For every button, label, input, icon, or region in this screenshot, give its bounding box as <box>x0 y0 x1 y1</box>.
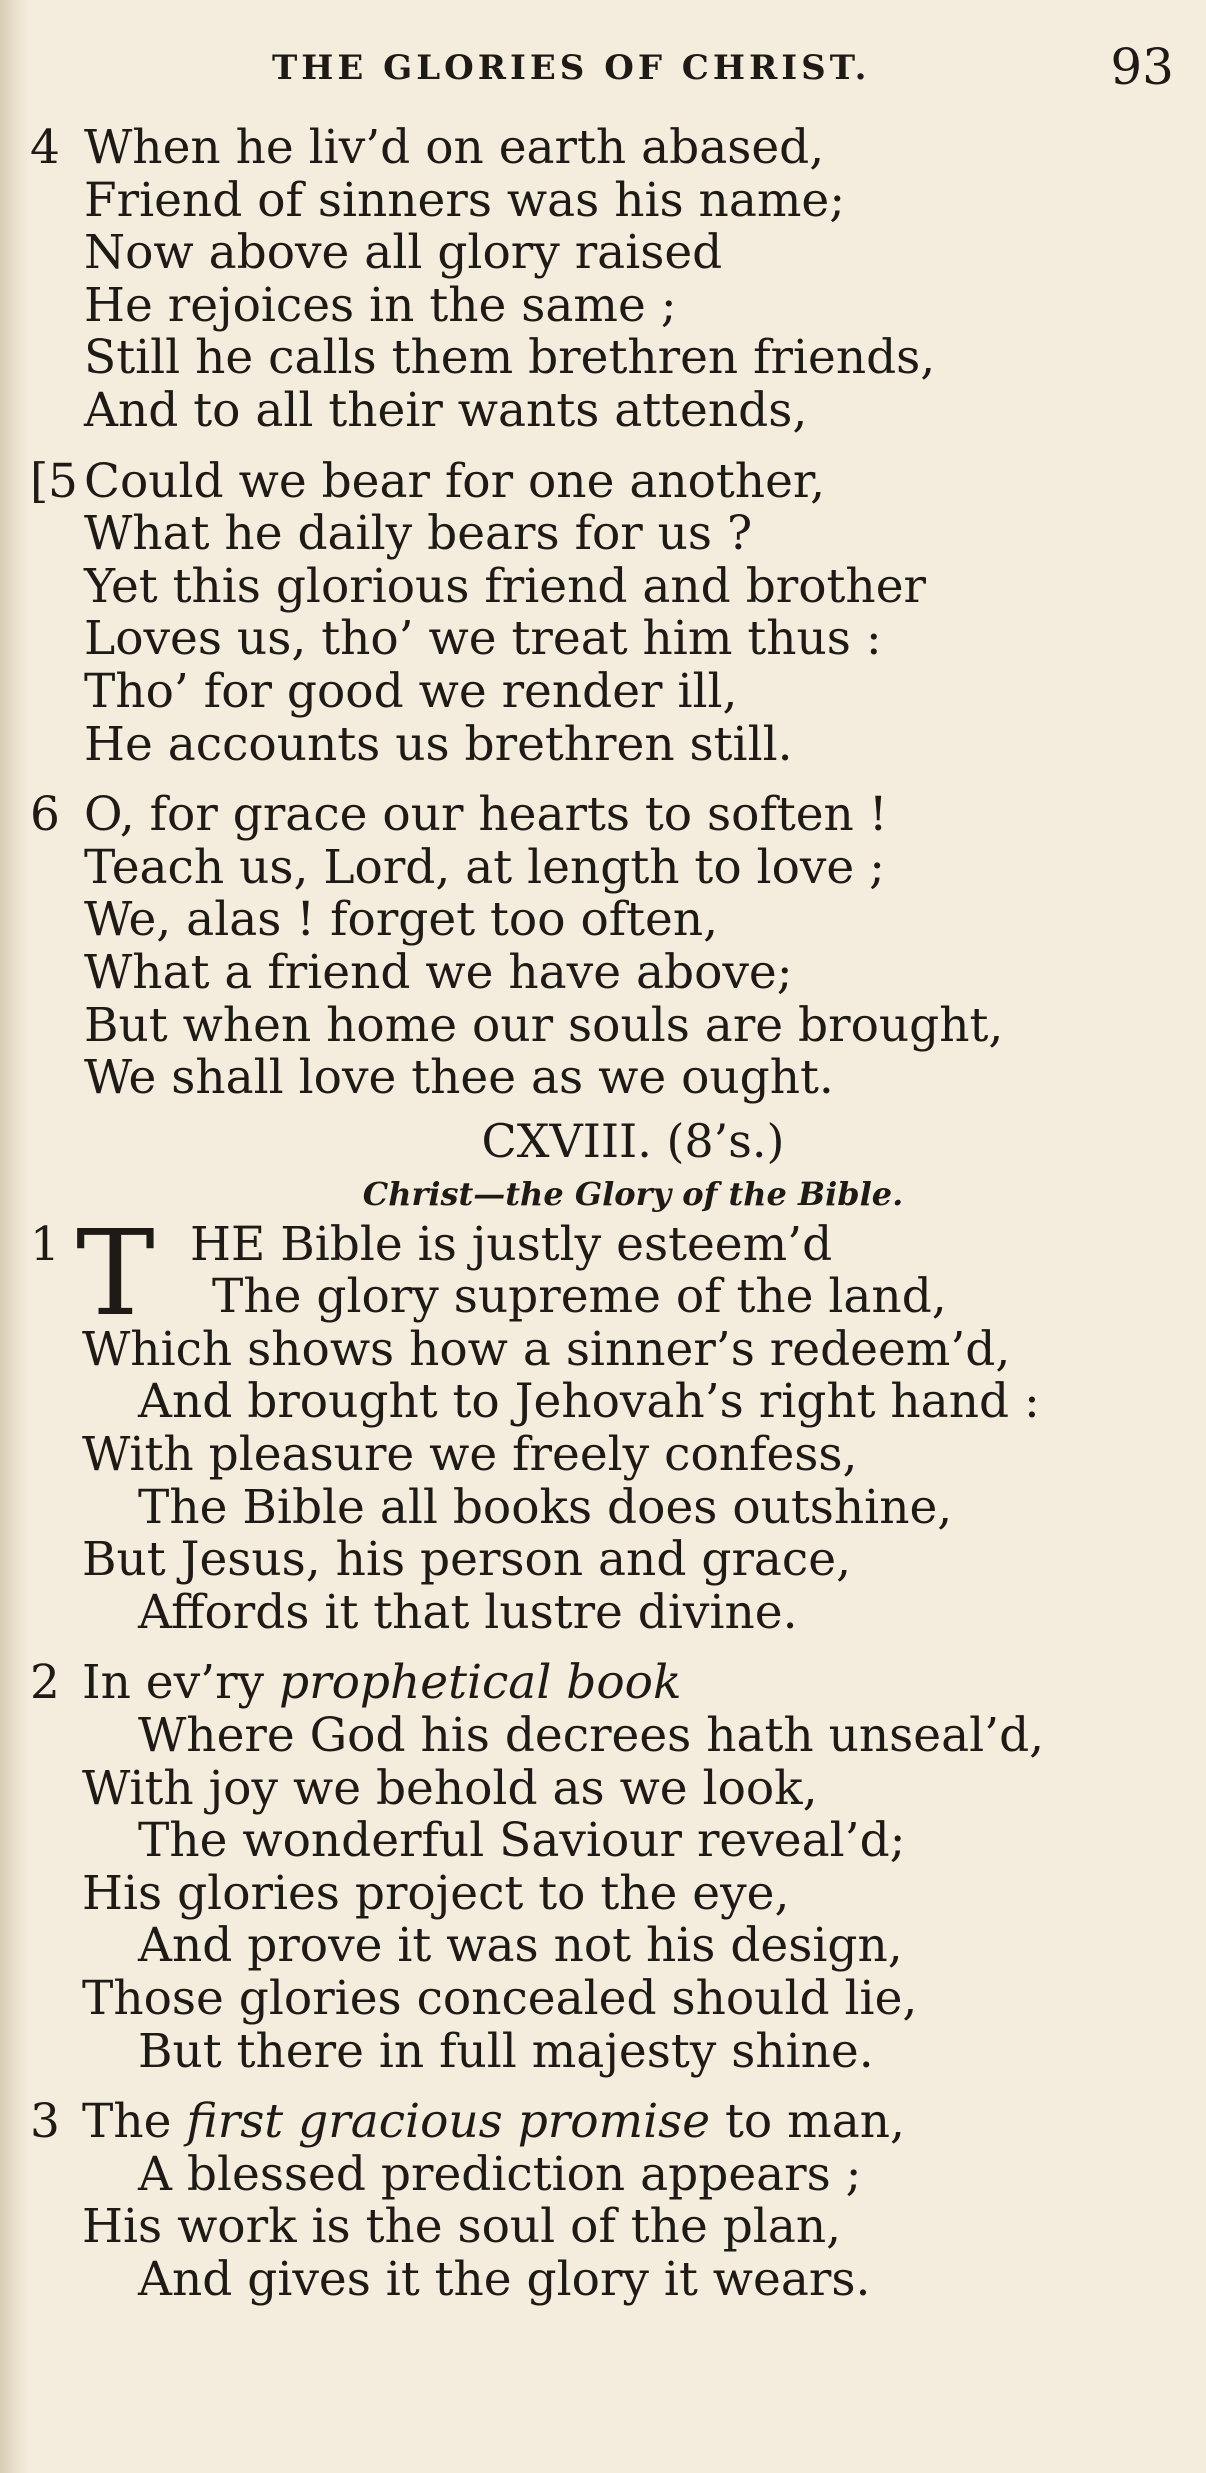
verse-number: 3 <box>30 2094 60 2150</box>
verse-line: Which shows how a sinner’s redeem’d, <box>82 1321 1011 1377</box>
verse-line: Teach us, Lord, at length to love ; <box>84 839 886 895</box>
running-title: THE GLORIES OF CHRIST. <box>272 48 871 88</box>
verse-line: His glories project to the eye, <box>82 1865 790 1921</box>
verse-line: We, alas ! forget too often, <box>84 892 719 948</box>
verse-number: 5 <box>48 453 78 509</box>
verse-line: Still he calls them brethren friends, <box>84 330 936 386</box>
drop-cap: T <box>76 1203 155 1342</box>
verse-3 <box>0 2096 1206 2306</box>
page-number: 93 <box>1110 38 1174 96</box>
verse-4 <box>0 122 1206 438</box>
verse-line: But there in full majesty shine. <box>138 2023 874 2079</box>
verse-line: He accounts us brethren still. <box>84 716 793 772</box>
verse-line: And to all their wants attends, <box>84 382 808 438</box>
verse-line: 6 O, for grace our hearts to soften ! <box>30 787 888 843</box>
verse-line: The wonderful Saviour reveal’d; <box>138 1813 906 1869</box>
verse-line: But Jesus, his person and grace, <box>82 1532 852 1588</box>
verse-line: Friend of sinners was his name; <box>84 172 846 228</box>
verse-line: 2 In ev’ry prophetical book <box>30 1655 682 1711</box>
verse-line: We shall love thee as we ought. <box>84 1050 834 1106</box>
verse-5 <box>0 453 1206 772</box>
verse-line: A blessed prediction appears ; <box>138 2146 862 2202</box>
verse-line: His work is the soul of the plan, <box>82 2199 842 2255</box>
verse-line: But when home our souls are brought, <box>84 997 1004 1053</box>
verse-line: Those glories concealed should lie, <box>82 1971 918 2026</box>
verse-number: 2 <box>30 1655 60 1711</box>
verse-line: With pleasure we freely confess, <box>82 1427 858 1483</box>
verse-line: He rejoices in the same ; <box>84 277 677 333</box>
verse-line: And gives it the glory it wears. <box>138 2251 871 2307</box>
hymn-title: CXVIII. (8’s.) <box>481 1113 785 1168</box>
verse-number: 1 <box>30 1216 60 1272</box>
verse-line: [ 5 Could we bear for one another, <box>30 453 826 509</box>
bracket-mark: [ <box>30 453 49 509</box>
verse-line: And prove it was not his design, <box>138 1918 903 1974</box>
verse-line: What he daily bears for us ? <box>84 506 753 562</box>
verse-line: And brought to Jehovah’s right hand : <box>138 1374 1040 1430</box>
verse-line: Where God his decrees hath unseal’d, <box>138 1708 1045 1764</box>
verse-1 <box>0 1203 1206 1640</box>
verse-line: Affords it that lustre divine. <box>138 1584 798 1640</box>
verse-6 <box>0 789 1206 1105</box>
page-text <box>0 122 1206 2307</box>
verse-line: With joy we behold as we look, <box>82 1760 818 1816</box>
verse-line: The Bible all books does outshine, <box>138 1479 953 1535</box>
verse-number: 4 <box>30 120 60 175</box>
verse-line: 3 The first gracious promise to man, <box>30 2094 905 2150</box>
verse-number: 6 <box>30 787 60 843</box>
verse-line: The glory supreme of the land, <box>212 1269 947 1325</box>
verse-line: What a friend we have above; <box>84 944 793 1000</box>
hymn-subtitle: Christ—the Glory of the Bible. <box>362 1174 904 1213</box>
page-header <box>0 38 1206 98</box>
verse-line: HE Bible is justly esteem’d <box>190 1216 833 1272</box>
verse-line: 4 When he liv’d on earth abased, <box>30 120 825 175</box>
verse-line: Tho’ for good we render ill, <box>84 663 738 719</box>
verse-line: Yet this glorious friend and brother <box>84 558 926 614</box>
verse-line: Loves us, tho’ we treat him thus : <box>84 611 882 667</box>
verse-2 <box>0 1657 1206 2078</box>
verse-line: Now above all glory raised <box>84 225 723 281</box>
